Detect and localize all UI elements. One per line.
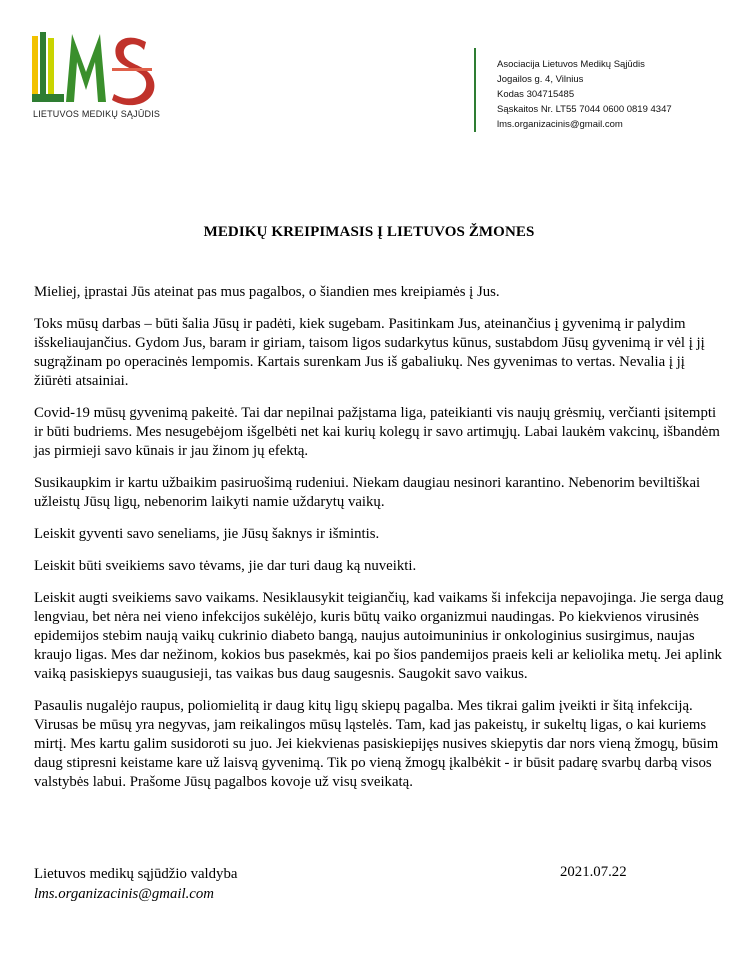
- paragraph: Susikaupkim ir kartu užbaikim pasiruošimą rudeniui. Niekam daugiau nesinori karantino. Nebenorim beviltiškai užleistų Jūsų ligų, nebenorim laikyti namie uždarytų vaikų.: [34, 475, 701, 510]
- signature-name: Lietuvos medikų sąjūdžio valdyba: [34, 866, 238, 882]
- paragraph: Covid-19 mūsų gyvenimą pakeitė. Tai dar nepilnai pažįstama liga, pateikianti vis naujų grėsmių, verčianti įsitempti ir būti budriems. Mes nesugebėjom išgelbėti net kai kurių kolegų ir savo artimųjų. Labai laukėm vakcinų, išbandėm jas pirmieji savo kūnais ir jau žinom jų efektą.: [34, 405, 720, 459]
- org-account: Sąskaitos Nr. LT55 7044 0600 0819 4347: [497, 104, 672, 115]
- document-title: MEDIKŲ KREIPIMASIS Į LIETUVOS ŽMONES: [203, 224, 535, 240]
- lms-logo-graphic: [28, 28, 168, 108]
- header-divider: [474, 48, 476, 132]
- paragraph: Pasaulis nugalėjo raupus, poliomielitą ir daug kitų ligų skiepų pagalba. Mes tikrai galim įveikti ir šitą infekciją. Virusas be mūsų yra negyvas, jam reikalingos mūsų ląstelės. Tam, kad jas pakeistų, ir sukeltų ligas, o kai kuriems mirtį. Mes kartu galim susidoroti su juo. Jei kiekvienas pasiskiepijęs nusives skiepytis dar nors vieną žmogų, būsim daug stipresni keistame kare už laisvą gyvenimą. Tik po vieną žmogų įkalbėkit - ir būsit padarę svarbų darbą visos valstybės labui. Prašome Jūsų pagalbos kovoje už visų sveikatą.: [34, 698, 719, 790]
- paragraph: Leiskit gyventi savo seneliams, jie Jūsų šaknys ir išmintis.: [34, 526, 380, 542]
- signature-email: lms.organizacinis@gmail.com: [34, 886, 214, 902]
- logo-letter-m: [66, 34, 106, 102]
- organization-details: [497, 57, 672, 132]
- org-email: lms.organizacinis@gmail.com: [497, 119, 623, 130]
- logo-letter-s: [112, 38, 154, 106]
- letter-body: [34, 283, 724, 805]
- signature-block: [34, 864, 237, 904]
- org-address: Jogailos g. 4, Vilnius: [497, 74, 584, 85]
- org-code: Kodas 304715485: [497, 89, 575, 100]
- logo-caption: LIETUVOS MEDIKŲ SĄJŪDIS: [33, 109, 161, 119]
- paragraph: Toks mūsų darbas – būti šalia Jūsų ir padėti, kiek sugebam. Pasitinkam Jus, ateinančius į gyvenimą ir palydim išskeliaujančius. Gydom Jus, baram ir giriam, taisom ligos sudarkytus kūnus, sustabdom Jūsų gyvenimą ir vėl į jį sugrąžinam po operacinės lempomis. Kartais surenkam Jus iš gabaliukų. Nes gyvenimas to vertas. Nevalia į jį žiūrėti atsainiai.: [34, 316, 705, 389]
- logo-letter-l: [32, 32, 64, 102]
- paragraph: Mieliej, įprastai Jūs ateinat pas mus pagalbos, o šiandien mes kreipiamės į Jus.: [34, 284, 500, 300]
- paragraph: Leiskit augti sveikiems savo vaikams. Nesiklausykit teigiančių, kad vaikams ši infekcija nepavojinga. Jie serga daug lengviau, bet nėra nei vieno infekcijos sukėlėjo, kuris būtų vaiko organizmui naudingas. Po kiekvienos virusinės epidemijos stebim naują vaikų cukrinio diabeto bangą, naujus autoimuninius ir onkologinius susirgimus, naujas kraujo ligas. Mes dar nežinom, kokios bus pasekmės, kai po šios pandemijos praeis keli ar keliolika metų. Jei aplink vaiką pasiskiepys suaugusieji, tas vaikas bus daug saugesnis. Saugokit savo vaikus.: [34, 590, 724, 682]
- paragraph: Leiskit būti sveikiems savo tėvams, jie dar turi daug ką nuveikti.: [34, 558, 417, 574]
- letter-date: 2021.07.22: [560, 864, 627, 880]
- org-name: Asociacija Lietuvos Medikų Sąjūdis: [497, 59, 645, 70]
